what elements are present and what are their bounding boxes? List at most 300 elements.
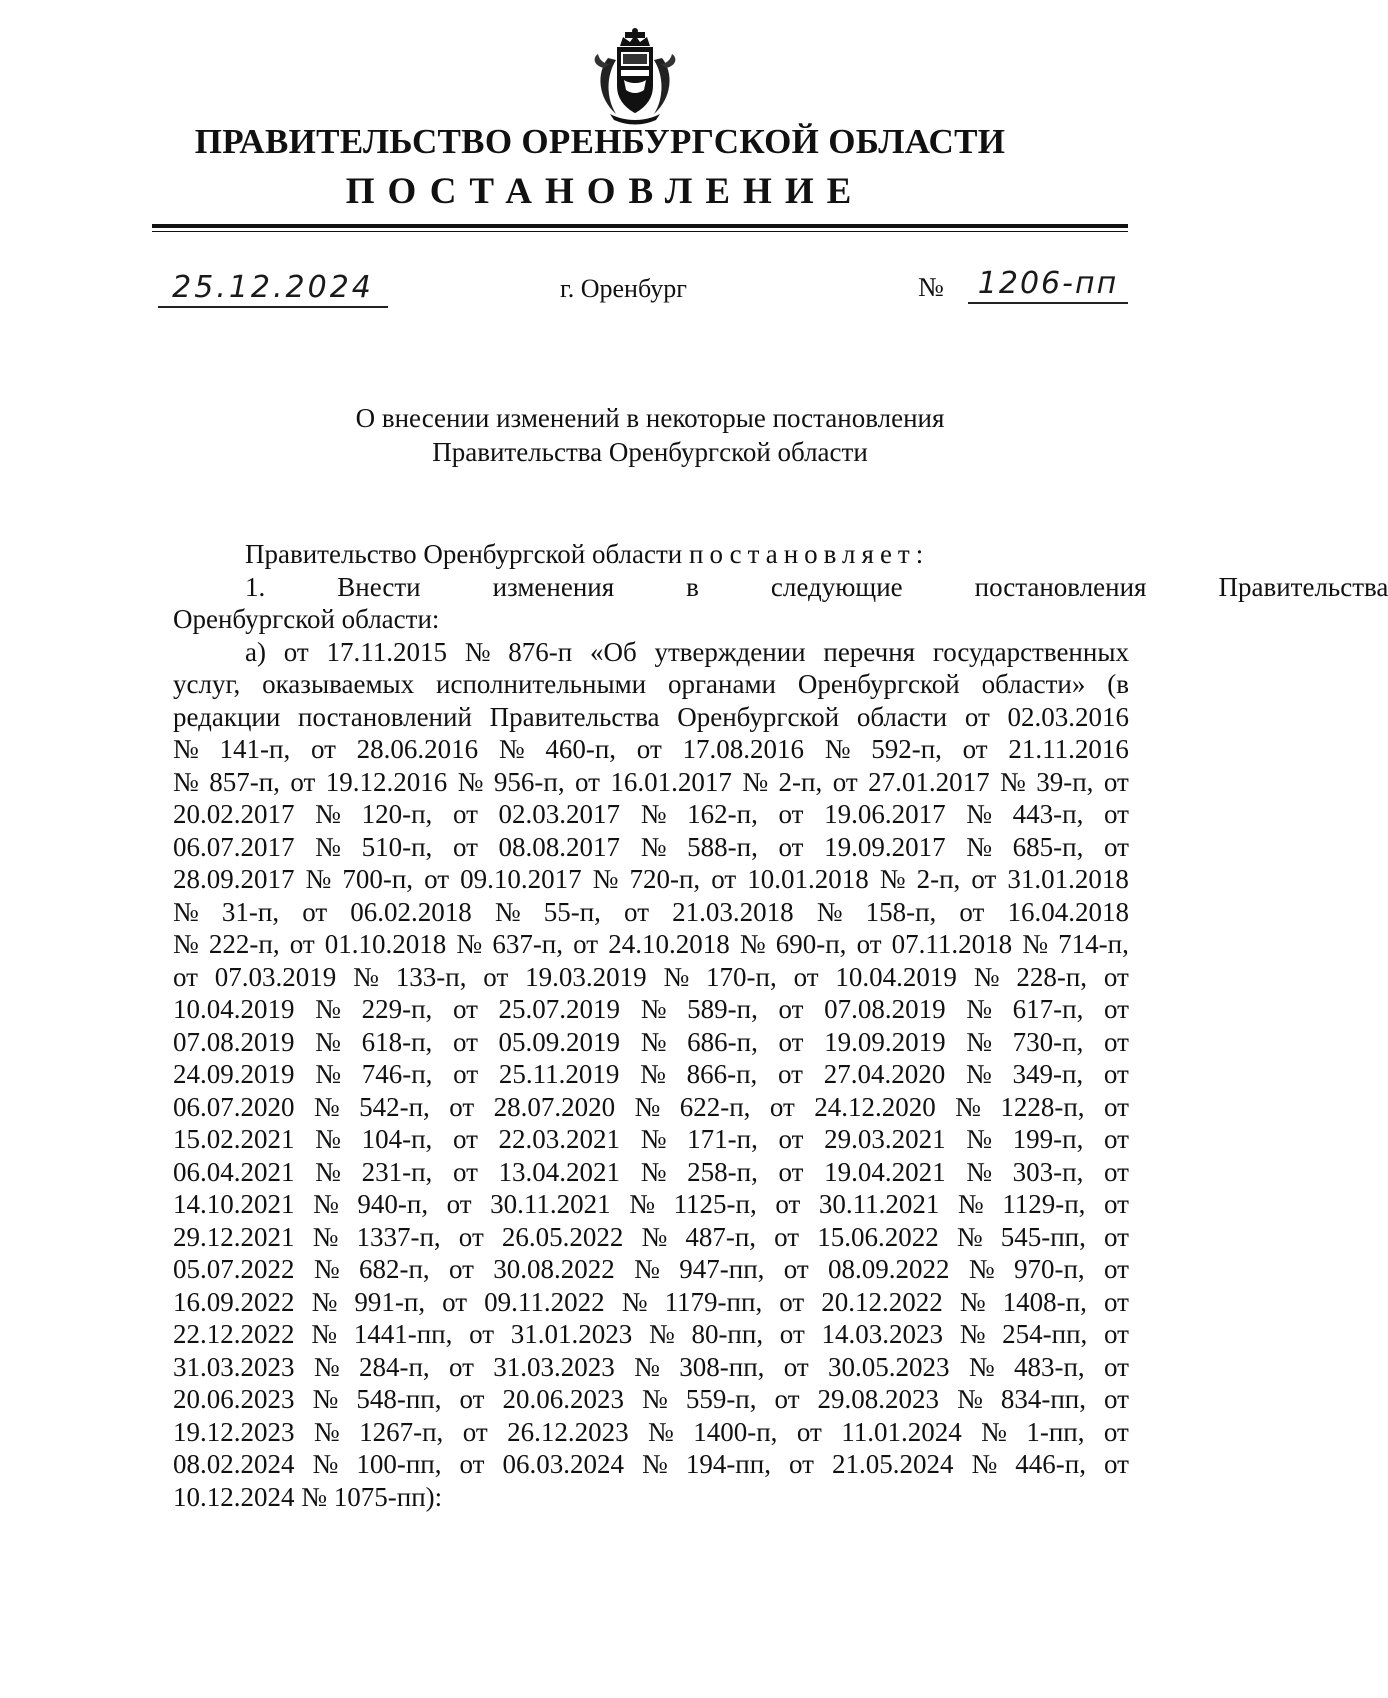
word: № <box>642 1449 668 1479</box>
word: 31-п, <box>221 896 280 927</box>
word: услуг, <box>173 669 241 699</box>
word: от <box>442 1286 468 1317</box>
word: 08.09.2022 <box>828 1254 950 1284</box>
word: от <box>959 896 985 927</box>
word: 446-п, <box>1015 1449 1086 1479</box>
word: Внести <box>337 571 421 602</box>
word: от <box>452 994 478 1024</box>
word: 16.04.2018 <box>1007 896 1129 927</box>
word: № <box>456 929 483 959</box>
word: 06.03.2024 <box>502 1449 624 1479</box>
word: 13.04.2021 <box>498 1156 621 1187</box>
word: 589-п, <box>687 994 758 1024</box>
word: 1-пп, <box>1026 1416 1085 1447</box>
word: от <box>1103 1091 1129 1122</box>
word: Оренбургской <box>677 701 840 732</box>
word: № <box>634 1351 660 1382</box>
word: 228-п, <box>1016 961 1088 992</box>
word: 55-п, <box>543 896 601 927</box>
word: от <box>469 1319 495 1349</box>
document-subject <box>0 401 1300 469</box>
word: от <box>711 864 737 894</box>
document-date <box>158 270 388 308</box>
word: от <box>424 864 450 894</box>
word: 991-п, <box>354 1286 426 1317</box>
word: № <box>315 1124 341 1154</box>
word: 30.11.2021 <box>490 1189 611 1219</box>
item-a-line <box>173 1058 1129 1091</box>
item-a-line <box>173 1188 1129 1221</box>
word: № <box>313 1189 339 1219</box>
item-a-line <box>173 896 1129 929</box>
word: № <box>640 1124 667 1154</box>
word: № <box>457 766 484 797</box>
item-a-line <box>173 831 1129 864</box>
word: от <box>449 1351 474 1382</box>
word: от <box>1104 1384 1129 1414</box>
item-a-line <box>173 1221 1129 1254</box>
word: 690-п, <box>775 929 847 959</box>
word: № <box>973 961 1000 992</box>
preamble-verb: постановляет: <box>689 539 930 569</box>
word: 14.03.2023 <box>821 1319 943 1349</box>
word: 700-п, <box>342 864 414 894</box>
word: 231-п, <box>361 1156 433 1187</box>
word: от <box>774 1384 800 1414</box>
word: 956-п, <box>493 766 565 797</box>
word: 20.02.2017 <box>173 799 295 829</box>
word: № <box>311 1286 338 1317</box>
word: 07.08.2019 <box>824 994 946 1024</box>
word: 11.01.2024 <box>841 1416 962 1447</box>
word: № <box>315 1059 341 1089</box>
word: от <box>1103 1221 1129 1252</box>
word: 28.07.2020 <box>493 1091 616 1122</box>
word: 104-п, <box>361 1124 433 1154</box>
word: 26.12.2023 <box>507 1416 629 1447</box>
word: редакции <box>173 701 281 732</box>
word: 970-п, <box>1013 1254 1085 1284</box>
word: от <box>452 1026 478 1057</box>
item-a-line <box>173 993 1129 1026</box>
word: 24.12.2020 <box>814 1091 936 1122</box>
word: (в <box>1107 669 1129 699</box>
word: 30.08.2022 <box>493 1254 615 1284</box>
preamble-text: Правительство Оренбургской области <box>245 539 683 569</box>
word: № <box>816 896 843 927</box>
word: следующие <box>770 571 903 602</box>
word: от <box>1104 1124 1129 1154</box>
word: 308-пп, <box>679 1351 765 1382</box>
word: Правительства <box>489 701 660 732</box>
word: № <box>173 734 199 764</box>
word: области <box>856 701 948 732</box>
word: № <box>640 799 667 829</box>
word: изменения <box>492 571 615 602</box>
word: 26.05.2022 <box>501 1221 624 1252</box>
word: 1. <box>245 571 266 602</box>
word: 222-п, <box>208 929 280 959</box>
word: 1179-пп, <box>664 1286 763 1317</box>
word: 22.03.2021 <box>498 1124 621 1154</box>
word: № <box>1000 766 1026 797</box>
word: от <box>971 864 997 894</box>
word: 28.06.2016 <box>356 734 479 764</box>
word: № <box>640 1156 667 1187</box>
word: 171-п, <box>687 1124 758 1154</box>
word: от <box>1104 1026 1129 1057</box>
word: 16.01.2017 <box>610 766 732 797</box>
word: 31.01.2023 <box>510 1319 633 1349</box>
word: № <box>648 1319 675 1349</box>
word: 141-п, <box>219 734 291 764</box>
word: 39-п, <box>1036 766 1094 797</box>
word: от <box>783 1351 809 1382</box>
word: 24.10.2018 <box>608 929 730 959</box>
word: от <box>779 1286 805 1317</box>
word: 510-п, <box>361 831 433 862</box>
word: № <box>634 1091 661 1122</box>
word: 30.11.2021 <box>818 1189 940 1219</box>
word: 559-п, <box>685 1384 757 1414</box>
document-type-title: ПОСТАНОВЛЕНИЕ <box>345 171 865 212</box>
word: 20.12.2022 <box>821 1286 943 1317</box>
word: 07.11.2018 <box>891 929 1013 959</box>
word: 622-п, <box>679 1091 751 1122</box>
word: 1400-п, <box>693 1416 778 1447</box>
item-a-line <box>173 928 1129 961</box>
word: от <box>449 1254 474 1284</box>
word: 158-п, <box>865 896 937 927</box>
word: от <box>459 1449 485 1479</box>
word: 07.08.2019 <box>173 1026 295 1057</box>
word: 685-п, <box>1012 831 1084 862</box>
word: от <box>1103 1416 1129 1447</box>
word: от <box>449 1091 475 1122</box>
word: Правительства <box>1218 571 1388 602</box>
word: 2-п, <box>916 864 961 894</box>
word: 19.04.2021 <box>824 1156 946 1187</box>
word: № <box>642 1384 668 1414</box>
word: 349-п, <box>1012 1059 1084 1089</box>
word: 19.09.2017 <box>824 831 946 862</box>
word: 857-п, <box>209 766 280 797</box>
item-a-line <box>173 961 1129 994</box>
item-a-line <box>173 636 1129 669</box>
word: от <box>1104 1156 1129 1187</box>
word: 730-п, <box>1012 1026 1084 1057</box>
word: 443-п, <box>1012 799 1084 829</box>
word: № <box>498 734 525 764</box>
word: государственных <box>932 636 1129 667</box>
document-date-handwritten: 25.12.2024 <box>172 270 374 305</box>
word: от <box>452 831 478 862</box>
word: 170-п, <box>706 961 777 992</box>
word: № <box>966 1156 993 1187</box>
word: № <box>663 961 690 992</box>
word: 22.12.2022 <box>173 1319 295 1349</box>
word: исполнительными <box>436 669 647 699</box>
date-underline <box>158 306 388 308</box>
word: № <box>315 1026 341 1057</box>
word: 1125-п, <box>673 1189 757 1219</box>
item-a-line <box>173 1416 1129 1449</box>
word: № <box>173 929 199 959</box>
word: 637-п, <box>492 929 564 959</box>
word: 617-п, <box>1012 994 1084 1024</box>
word: 19.06.2017 <box>824 799 946 829</box>
word: от <box>575 766 600 797</box>
word: 592-п, <box>871 734 942 764</box>
word: от <box>856 929 882 959</box>
document-body <box>173 538 1388 1513</box>
word: 29.03.2021 <box>824 1124 946 1154</box>
word: от <box>483 961 509 992</box>
word: 483-п, <box>1013 1351 1085 1382</box>
word: № <box>959 1319 986 1349</box>
word: от <box>788 1449 814 1479</box>
word: 194-пп, <box>685 1449 771 1479</box>
word: от <box>964 701 990 732</box>
number-underline <box>968 302 1128 304</box>
word: № <box>824 734 851 764</box>
word: № <box>965 1059 992 1089</box>
item-a-line <box>173 1156 1129 1189</box>
word: № <box>959 1286 986 1317</box>
word: № <box>315 831 341 862</box>
word: 133-п, <box>395 961 467 992</box>
word: № <box>464 636 491 667</box>
word: 28.09.2017 <box>173 864 295 894</box>
word: 25.07.2019 <box>498 994 621 1024</box>
item-a-line <box>173 1318 1129 1351</box>
word: Оренбургской <box>797 669 960 699</box>
word: 05.07.2022 <box>173 1254 295 1284</box>
subject-line-1: О внесении изменений в некоторые постановления <box>355 403 945 433</box>
word: 15.06.2022 <box>817 1221 939 1252</box>
word: от <box>778 994 804 1024</box>
word: 1228-п, <box>1000 1091 1085 1122</box>
word: а) <box>245 636 266 667</box>
word: 1441-пп, <box>353 1319 453 1349</box>
word: № <box>957 1189 984 1219</box>
word: № <box>966 1026 993 1057</box>
word: от <box>446 1189 472 1219</box>
preamble <box>173 538 1129 571</box>
word: 10.04.2019 <box>835 961 957 992</box>
word: постановления <box>974 571 1147 602</box>
word: от <box>302 896 328 927</box>
word: от <box>774 1221 800 1252</box>
item-a <box>173 636 1129 1514</box>
word: постановлений <box>298 701 472 732</box>
word: № <box>640 994 667 1024</box>
word: 21.11.2016 <box>1008 734 1129 764</box>
word: от <box>1104 1189 1129 1219</box>
word: 80-пп, <box>691 1319 764 1349</box>
word: 618-п, <box>361 1026 433 1057</box>
word: от <box>283 636 309 667</box>
item-a-line <box>173 1351 1129 1384</box>
word: от <box>452 1156 478 1187</box>
word: 17.11.2015 <box>326 636 447 667</box>
word: от <box>832 766 858 797</box>
word: 303-п, <box>1012 1156 1084 1187</box>
word: 548-пп, <box>356 1384 442 1414</box>
word: № <box>1022 929 1049 959</box>
word: № <box>305 864 332 894</box>
word: от <box>452 1124 478 1154</box>
word: от <box>778 1124 804 1154</box>
word: № <box>173 896 199 927</box>
word: № <box>634 1254 660 1284</box>
word: № <box>313 1351 340 1382</box>
item-a-line <box>173 1026 1129 1059</box>
word: 714-п, <box>1058 929 1129 959</box>
header-divider-thin <box>152 231 1128 232</box>
word: 05.09.2019 <box>498 1026 621 1057</box>
word: от <box>778 799 804 829</box>
word: № <box>648 1416 674 1447</box>
word: от <box>573 929 599 959</box>
word: от <box>778 831 804 862</box>
word: 21.03.2018 <box>672 896 794 927</box>
word: № <box>315 994 341 1024</box>
word: № <box>956 1221 983 1252</box>
item-a-line <box>173 798 1129 831</box>
word: 30.05.2023 <box>828 1351 950 1382</box>
word: № <box>955 1091 981 1122</box>
word: в <box>686 571 699 602</box>
word: 487-п, <box>685 1221 757 1252</box>
word: 02.03.2017 <box>498 799 621 829</box>
word: оказываемых <box>262 669 415 699</box>
word: 746-п, <box>361 1059 433 1089</box>
word: № <box>981 1416 1007 1447</box>
word: 06.04.2021 <box>173 1156 295 1187</box>
word: № <box>971 1449 998 1479</box>
word: от <box>778 1059 803 1089</box>
word: области» <box>981 669 1086 699</box>
word: 1267-п, <box>359 1416 444 1447</box>
word: 15.02.2021 <box>173 1124 295 1154</box>
word: 947-пп, <box>679 1254 765 1284</box>
word: 31.03.2023 <box>493 1351 615 1382</box>
orenburg-coat-of-arms-icon <box>590 28 680 124</box>
word: № <box>311 1319 337 1349</box>
word: от <box>624 896 649 927</box>
word: от <box>1104 1254 1129 1284</box>
word: 20.06.2023 <box>173 1384 295 1414</box>
word: № <box>641 1221 668 1252</box>
word: № <box>739 929 766 959</box>
word: 20.06.2023 <box>502 1384 624 1414</box>
word: 199-п, <box>1012 1124 1084 1154</box>
item-a-line <box>173 863 1129 896</box>
document-city: г. Оренбург <box>560 274 687 303</box>
word: от <box>1104 831 1129 862</box>
item-1-line-2: Оренбургской области: <box>173 604 440 634</box>
word: от <box>796 1416 822 1447</box>
word: от <box>636 734 662 764</box>
word: 10.01.2018 <box>747 864 869 894</box>
word: от <box>290 766 316 797</box>
word: от <box>1103 1059 1129 1089</box>
item-a-line <box>173 668 1129 701</box>
word: от <box>1104 1449 1129 1479</box>
item-a-line <box>173 701 1129 734</box>
word: 545-пп, <box>1000 1221 1086 1252</box>
item-a-line <box>173 1448 1129 1481</box>
document-number-label: № <box>918 272 944 302</box>
word: 08.02.2024 <box>173 1449 295 1479</box>
word: перечня <box>823 636 916 667</box>
word: 229-п, <box>361 994 433 1024</box>
word: № <box>312 1221 339 1252</box>
word: 01.10.2018 <box>324 929 447 959</box>
item-a-line <box>173 1286 1129 1319</box>
word: 1408-п, <box>1002 1286 1087 1317</box>
word: 588-п, <box>687 831 758 862</box>
word: от <box>1104 994 1129 1024</box>
word: № <box>621 1286 648 1317</box>
word: от <box>779 1319 805 1349</box>
word: 460-п, <box>545 734 617 764</box>
word: № <box>966 1124 993 1154</box>
word: 876-п <box>508 636 573 667</box>
word: 19.03.2019 <box>525 961 647 992</box>
word: от <box>778 1156 804 1187</box>
word: от <box>1104 1351 1129 1382</box>
word: 06.02.2018 <box>350 896 472 927</box>
item-a-line <box>173 733 1129 766</box>
word: № <box>966 799 993 829</box>
word: 686-п, <box>687 1026 758 1057</box>
word: 100-пп, <box>356 1449 442 1479</box>
word: 682-п, <box>358 1254 430 1284</box>
word: утверждении <box>654 636 806 667</box>
word: 866-п, <box>686 1059 758 1089</box>
word: 1337-п, <box>356 1221 441 1252</box>
word: № <box>313 1254 340 1284</box>
item-a-line <box>173 1091 1129 1124</box>
word: от <box>452 799 478 829</box>
word: 31.01.2018 <box>1007 864 1129 894</box>
word: от <box>1103 1286 1129 1317</box>
word: 19.09.2019 <box>824 1026 946 1057</box>
word: от <box>1103 766 1129 797</box>
word: 1129-п, <box>1002 1189 1086 1219</box>
word: 09.10.2017 <box>460 864 582 894</box>
subject-line-2: Правительства Оренбургской области <box>432 437 868 467</box>
word: № <box>313 1416 340 1447</box>
word: 25.11.2019 <box>498 1059 620 1089</box>
word: 940-п, <box>357 1189 429 1219</box>
word: № <box>353 961 379 992</box>
word: 720-п, <box>629 864 701 894</box>
word: «Об <box>589 636 637 667</box>
word: 542-п, <box>359 1091 430 1122</box>
word: 27.04.2020 <box>823 1059 946 1089</box>
word: от <box>173 961 198 992</box>
organization-title: ПРАВИТЕЛЬСТВО ОРЕНБУРГСКОЙ ОБЛАСТИ <box>194 122 1006 161</box>
word: от <box>459 1384 485 1414</box>
word: № <box>966 831 993 862</box>
word: 21.05.2024 <box>831 1449 954 1479</box>
word: от <box>793 961 819 992</box>
word: № <box>592 864 619 894</box>
word: № <box>494 896 521 927</box>
